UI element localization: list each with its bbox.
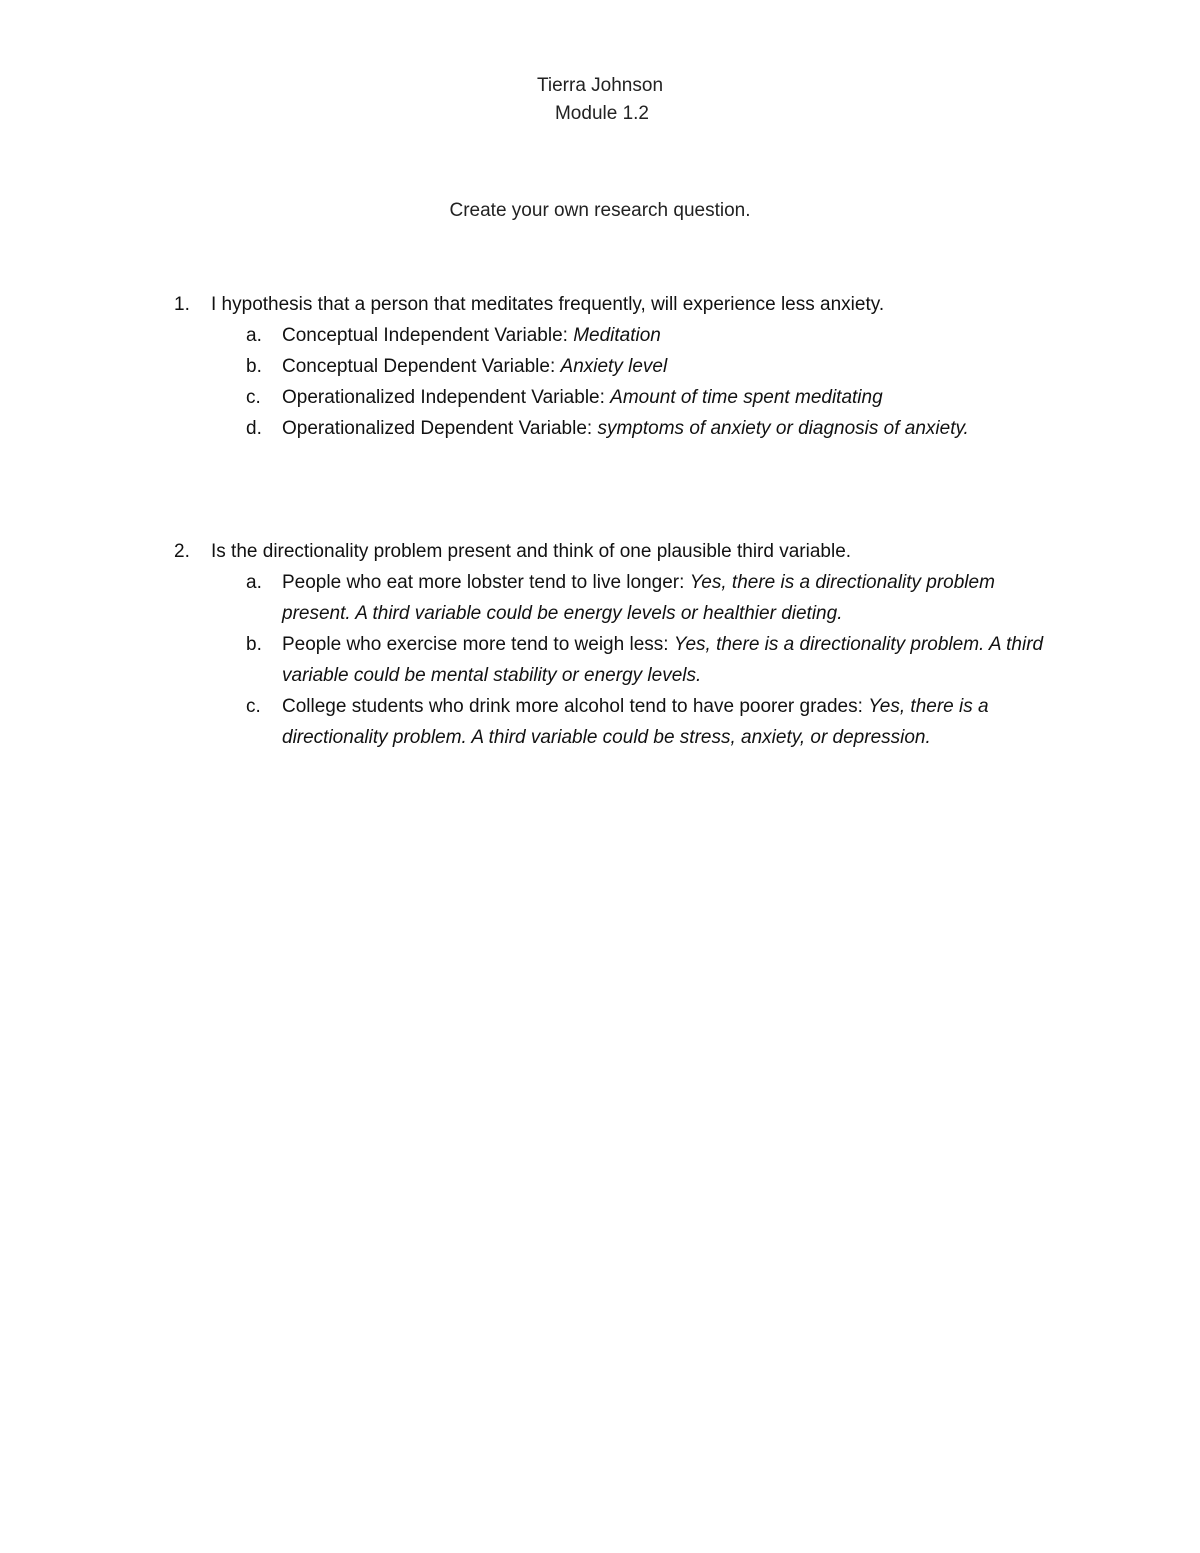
item-answer: Anxiety level <box>560 356 668 377</box>
item-label: Operationalized Independent Variable: <box>282 387 611 408</box>
item-answer: symptoms of anxiety or diagnosis of anxiety. <box>597 418 969 439</box>
item-answer: Yes, there is a directionality problem. A third variable could be stress, anxiety, or depression. <box>282 696 989 748</box>
question-text: I hypothesis that a person that meditates frequently, will experience less anxiety. <box>211 294 885 315</box>
list-item <box>174 691 1074 753</box>
item-letter: b. <box>246 356 262 377</box>
item-answer: Yes, there is a directionality problem present. A third variable could be energy levels or healthier dieting. <box>282 572 995 624</box>
item-letter: a. <box>246 572 262 593</box>
question-number: 1. <box>174 294 190 315</box>
author-name: Tierra Johnson <box>536 75 664 96</box>
item-letter: d. <box>246 418 262 439</box>
item-answer: Amount of time spent meditating <box>610 387 883 408</box>
question-number: 2. <box>174 541 190 562</box>
item-label: People who eat more lobster tend to live longer: <box>282 572 690 593</box>
list-item <box>174 320 1074 351</box>
item-label: Conceptual Dependent Variable: <box>282 356 561 377</box>
question-1 <box>174 289 1074 320</box>
question-block-1 <box>174 289 1074 444</box>
list-item <box>174 382 1074 413</box>
question-text: Is the directionality problem present and think of one plausible third variable. <box>211 541 852 562</box>
module-title: Module 1.2 <box>554 103 649 124</box>
item-answer: Yes, there is a directionality problem. A third variable could be mental stability or energy levels. <box>282 634 1044 686</box>
item-letter: a. <box>246 325 262 346</box>
item-answer: Meditation <box>573 325 661 346</box>
list-item <box>174 567 1074 629</box>
document-header <box>0 72 1200 128</box>
item-label: People who exercise more tend to weigh less: <box>282 634 674 655</box>
item-letter: c. <box>246 387 261 408</box>
list-item <box>174 351 1074 382</box>
item-letter: c. <box>246 696 261 717</box>
item-label: Operationalized Dependent Variable: <box>282 418 598 439</box>
question-block-2 <box>174 536 1074 753</box>
instruction-heading: Create your own research question. <box>449 200 751 221</box>
item-letter: b. <box>246 634 262 655</box>
list-item <box>174 413 1074 444</box>
question-2 <box>174 536 1074 567</box>
list-item <box>174 629 1074 691</box>
item-label: Conceptual Independent Variable: <box>282 325 574 346</box>
item-label: College students who drink more alcohol tend to have poorer grades: <box>282 696 869 717</box>
